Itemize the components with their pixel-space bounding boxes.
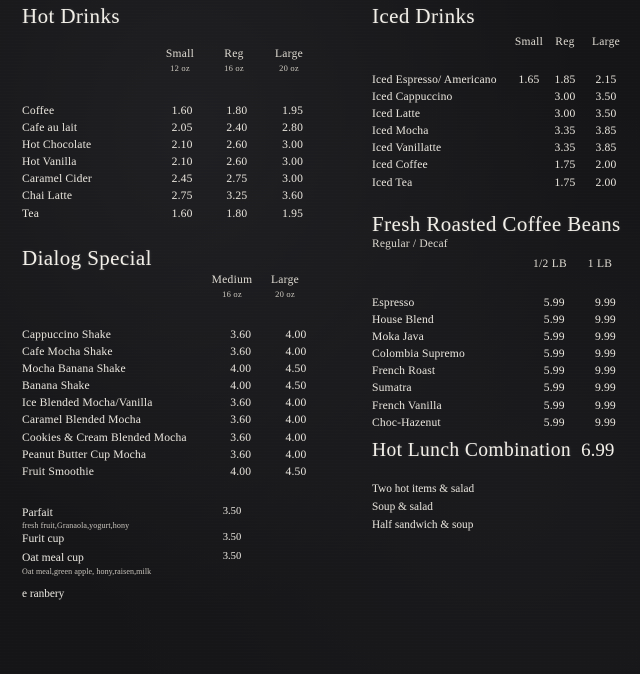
iced-drinks-item-name-2: Iced Latte [372, 107, 421, 121]
dialog-special-item-price-1-1: 4.00 [285, 345, 307, 359]
hot-drinks-col-volume-0: 12 oz [170, 63, 190, 73]
hot-lunch-price: 6.99 [581, 440, 615, 461]
list-item [22, 532, 322, 551]
coffee-beans-item-name-4: French Roast [372, 364, 436, 378]
table-row [372, 294, 630, 311]
coffee-beans-item-price-7-0: 5.99 [543, 415, 565, 429]
dialog-special-item-price-7-0: 3.60 [230, 447, 252, 461]
dialog-special-item-price-7-1: 4.00 [285, 447, 307, 461]
dialog-special-col-size-1: Large [270, 274, 300, 286]
dialog-special-item-price-6-0: 3.60 [230, 430, 252, 444]
dialog-special-item-name-1: Cafe Mocha Shake [22, 345, 113, 359]
table-row [372, 345, 630, 362]
hot-drinks-col-size-0: Small [165, 48, 195, 60]
dialog-special-item-name-2: Mocha Banana Shake [22, 362, 126, 376]
table-row [372, 122, 630, 139]
iced-drinks-col-size-2: Large [591, 36, 621, 48]
hot-drinks-item-name-2: Hot Chocolate [22, 138, 92, 152]
section-hot-drinks [22, 4, 322, 220]
extras-footnote: e ranbery [22, 588, 65, 600]
table-row [22, 205, 322, 222]
hot-drinks-col-size-1: Reg [224, 48, 244, 60]
table-row [372, 88, 630, 105]
iced-drinks-item-price-5-2: 2.00 [595, 158, 617, 172]
dialog-special-col-volume-1: 20 oz [275, 289, 295, 299]
hot-drinks-item-price-4-1: 2.75 [226, 172, 248, 186]
dialog-special-item-price-2-0: 4.00 [230, 362, 252, 376]
hot-drinks-item-name-5: Chai Latte [22, 189, 73, 203]
dialog-special-item-price-5-0: 3.60 [230, 413, 252, 427]
dialog-special-item-price-8-1: 4.50 [285, 464, 307, 478]
extra-price-0: 3.50 [222, 506, 242, 517]
hot-drinks-item-price-2-0: 2.10 [171, 138, 193, 152]
hot-lunch-item-0: Two hot items & salad [372, 483, 475, 495]
coffee-beans-item-name-5: Sumatra [372, 381, 412, 395]
hot-drinks-item-price-5-2: 3.60 [282, 189, 304, 203]
iced-drinks-title: Iced Drinks [372, 4, 475, 28]
dialog-special-column-headers [204, 274, 322, 299]
iced-drinks-item-price-4-1: 3.35 [554, 141, 576, 155]
iced-drinks-column-headers [510, 36, 630, 48]
hot-drinks-item-name-1: Cafe au lait [22, 121, 78, 135]
dialog-special-item-price-3-1: 4.50 [285, 379, 307, 393]
section-iced-drinks [372, 4, 630, 189]
iced-drinks-item-price-2-1: 3.00 [554, 107, 576, 121]
iced-drinks-item-price-3-1: 3.35 [554, 124, 576, 138]
hot-drinks-item-price-0-2: 1.95 [282, 104, 304, 117]
section-hot-lunch [372, 440, 630, 534]
section-coffee-beans [372, 212, 630, 429]
dialog-special-item-price-1-0: 3.60 [230, 345, 252, 359]
iced-drinks-item-price-1-2: 3.50 [595, 90, 617, 104]
iced-drinks-item-price-4-0 [510, 139, 548, 156]
iced-drinks-item-name-3: Iced Mocha [372, 124, 429, 138]
iced-drinks-item-price-1-1: 3.00 [554, 90, 576, 104]
iced-drinks-item-price-0-1: 1.85 [554, 73, 576, 86]
hot-lunch-title-row [372, 440, 630, 462]
coffee-beans-item-price-4-0: 5.99 [543, 364, 565, 378]
table-row [22, 343, 322, 360]
table-row [22, 102, 322, 119]
hot-drinks-item-price-5-1: 3.25 [226, 189, 248, 203]
table-row [372, 311, 630, 328]
dialog-special-item-name-7: Peanut Butter Cup Mocha [22, 447, 147, 461]
iced-drinks-item-price-5-0 [510, 156, 548, 173]
hot-drinks-item-price-6-0: 1.60 [171, 206, 193, 220]
dialog-special-item-price-6-1: 4.00 [285, 430, 307, 444]
iced-drinks-item-price-2-2: 3.50 [595, 107, 617, 121]
table-row [22, 187, 322, 204]
extra-price-1: 3.50 [222, 532, 242, 543]
dialog-special-item-price-0-0: 3.60 [230, 328, 252, 341]
dialog-special-extras [22, 506, 322, 600]
coffee-beans-item-price-7-1: 9.99 [594, 415, 616, 429]
coffee-beans-item-name-3: Colombia Supremo [372, 347, 465, 361]
coffee-beans-item-price-1-1: 9.99 [594, 313, 616, 327]
table-row [372, 328, 630, 345]
table-row [372, 105, 630, 122]
coffee-beans-item-price-0-1: 9.99 [594, 296, 616, 309]
coffee-beans-title: Fresh Roasted Coffee Beans [372, 212, 621, 236]
iced-drinks-item-price-5-1: 1.75 [554, 158, 576, 172]
dialog-special-item-price-2-1: 4.50 [285, 362, 307, 376]
coffee-beans-item-price-6-1: 9.99 [594, 398, 616, 412]
hot-drinks-item-price-3-1: 2.60 [226, 155, 248, 169]
hot-lunch-items [372, 480, 630, 534]
hot-drinks-item-price-4-0: 2.45 [171, 172, 193, 186]
coffee-beans-item-price-0-0: 5.99 [543, 296, 565, 309]
iced-drinks-item-price-1-0 [510, 88, 548, 105]
table-row [372, 174, 630, 191]
hot-drinks-table [22, 102, 322, 222]
section-dialog-special [22, 246, 322, 600]
table-row [372, 379, 630, 396]
hot-drinks-col-volume-2: 20 oz [279, 63, 299, 73]
dialog-special-item-price-4-0: 3.60 [230, 396, 252, 410]
dialog-special-table [22, 326, 322, 480]
iced-drinks-col-size-1: Reg [555, 36, 575, 48]
hot-drinks-item-price-1-0: 2.05 [171, 121, 193, 135]
coffee-beans-column-headers [524, 258, 630, 270]
table-row [372, 139, 630, 156]
iced-drinks-item-price-0-2: 2.15 [595, 73, 617, 86]
dialog-special-col-volume-0: 16 oz [222, 289, 242, 299]
coffee-beans-subtitle: Regular / Decaf [372, 238, 448, 250]
hot-drinks-item-price-3-0: 2.10 [171, 155, 193, 169]
hot-lunch-title: Hot Lunch Combination [372, 440, 572, 461]
hot-drinks-item-price-4-2: 3.00 [282, 172, 304, 186]
iced-drinks-item-price-0-0: 1.65 [518, 73, 540, 86]
iced-drinks-item-price-2-0 [510, 105, 548, 122]
hot-drinks-item-price-2-1: 2.60 [226, 138, 248, 152]
table-row [372, 362, 630, 379]
dialog-special-item-price-8-0: 4.00 [230, 464, 252, 478]
hot-drinks-item-price-5-0: 2.75 [171, 189, 193, 203]
dialog-special-col-size-0: Medium [211, 274, 253, 286]
iced-drinks-item-name-0: Iced Espresso/ Americano [372, 73, 497, 86]
hot-drinks-item-price-0-0: 1.60 [171, 104, 193, 117]
coffee-beans-item-price-4-1: 9.99 [594, 364, 616, 378]
dialog-special-item-name-6: Cookies & Cream Blended Mocha [22, 430, 187, 444]
iced-drinks-item-name-1: Iced Cappuccino [372, 90, 453, 104]
hot-drinks-col-volume-1: 16 oz [224, 63, 244, 73]
dialog-special-item-price-3-0: 4.00 [230, 379, 252, 393]
hot-lunch-item-1: Soup & salad [372, 501, 433, 513]
iced-drinks-item-price-3-2: 3.85 [595, 124, 617, 138]
table-row [22, 429, 322, 446]
table-row [22, 463, 322, 480]
table-row [22, 136, 322, 153]
coffee-beans-item-price-6-0: 5.99 [543, 398, 565, 412]
table-row [22, 326, 322, 343]
coffee-beans-item-name-1: House Blend [372, 313, 434, 327]
hot-drinks-item-name-4: Caramel Cider [22, 172, 92, 186]
table-row [22, 360, 322, 377]
coffee-beans-item-price-2-1: 9.99 [594, 330, 616, 344]
iced-drinks-item-name-5: Iced Coffee [372, 158, 428, 172]
coffee-beans-item-price-5-0: 5.99 [543, 381, 565, 395]
coffee-beans-item-name-7: Choc-Hazenut [372, 415, 441, 429]
iced-drinks-item-price-4-2: 3.85 [595, 141, 617, 155]
table-row [22, 377, 322, 394]
table-row [372, 397, 630, 414]
table-row [22, 411, 322, 428]
coffee-beans-item-price-3-0: 5.99 [543, 347, 565, 361]
coffee-beans-item-price-3-1: 9.99 [594, 347, 616, 361]
iced-drinks-table [372, 71, 630, 191]
hot-drinks-item-name-6: Tea [22, 206, 40, 220]
coffee-beans-item-price-5-1: 9.99 [594, 381, 616, 395]
table-row [22, 170, 322, 187]
hot-drinks-column-headers [152, 48, 322, 73]
dialog-special-item-price-0-1: 4.00 [285, 328, 307, 341]
iced-drinks-col-size-0: Small [514, 36, 544, 48]
dialog-special-item-name-3: Banana Shake [22, 379, 90, 393]
hot-lunch-item-2: Half sandwich & soup [372, 519, 474, 531]
table-row [372, 414, 630, 431]
table-row [22, 446, 322, 463]
coffee-beans-item-price-2-0: 5.99 [543, 330, 565, 344]
extra-desc-0: fresh fruit,Granaola,yogurt,hony [22, 521, 130, 530]
coffee-beans-item-price-1-0: 5.99 [543, 313, 565, 327]
dialog-special-item-name-0: Cappuccino Shake [22, 328, 112, 341]
iced-drinks-item-price-6-2: 2.00 [595, 175, 617, 189]
coffee-beans-col-size-0: 1/2 LB [532, 258, 568, 270]
coffee-beans-item-name-0: Espresso [372, 296, 415, 309]
coffee-beans-col-size-1: 1 LB [587, 258, 613, 270]
table-row [372, 156, 630, 173]
hot-drinks-item-name-3: Hot Vanilla [22, 155, 77, 169]
dialog-special-item-name-4: Ice Blended Mocha/Vanilla [22, 396, 153, 410]
extra-name-1: Furit cup [22, 532, 65, 545]
extra-name-0: Parfait [22, 506, 53, 519]
dialog-special-title: Dialog Special [22, 246, 152, 270]
dialog-special-item-name-5: Caramel Blended Mocha [22, 413, 142, 427]
hot-drinks-item-price-1-2: 2.80 [282, 121, 304, 135]
coffee-beans-item-name-2: Moka Java [372, 330, 424, 344]
hot-drinks-item-price-2-2: 3.00 [282, 138, 304, 152]
hot-drinks-item-price-3-2: 3.00 [282, 155, 304, 169]
hot-drinks-item-price-6-1: 1.80 [226, 206, 248, 220]
coffee-beans-table [372, 294, 630, 431]
table-row [22, 153, 322, 170]
table-row [22, 394, 322, 411]
dialog-special-item-price-5-1: 4.00 [285, 413, 307, 427]
iced-drinks-item-price-6-0 [510, 174, 548, 191]
hot-drinks-item-price-0-1: 1.80 [226, 104, 248, 117]
iced-drinks-item-name-6: Iced Tea [372, 175, 413, 189]
extra-price-2: 3.50 [222, 551, 242, 562]
hot-drinks-item-price-6-2: 1.95 [282, 206, 304, 220]
list-item [22, 551, 322, 581]
hot-drinks-item-name-0: Coffee [22, 104, 55, 117]
iced-drinks-item-name-4: Iced Vanillatte [372, 141, 442, 155]
dialog-special-item-price-4-1: 4.00 [285, 396, 307, 410]
coffee-beans-item-name-6: French Vanilla [372, 398, 442, 412]
table-row [22, 119, 322, 136]
extra-desc-2: Oat meal,green apple, hony,raisen,milk [22, 567, 152, 576]
hot-drinks-title: Hot Drinks [22, 4, 120, 28]
hot-drinks-col-size-2: Large [274, 48, 304, 60]
iced-drinks-item-price-3-0 [510, 122, 548, 139]
hot-drinks-item-price-1-1: 2.40 [226, 121, 248, 135]
table-row [372, 71, 630, 88]
list-item [22, 506, 322, 532]
iced-drinks-item-price-6-1: 1.75 [554, 175, 576, 189]
extra-name-2: Oat meal cup [22, 551, 84, 564]
dialog-special-item-name-8: Fruit Smoothie [22, 464, 94, 478]
